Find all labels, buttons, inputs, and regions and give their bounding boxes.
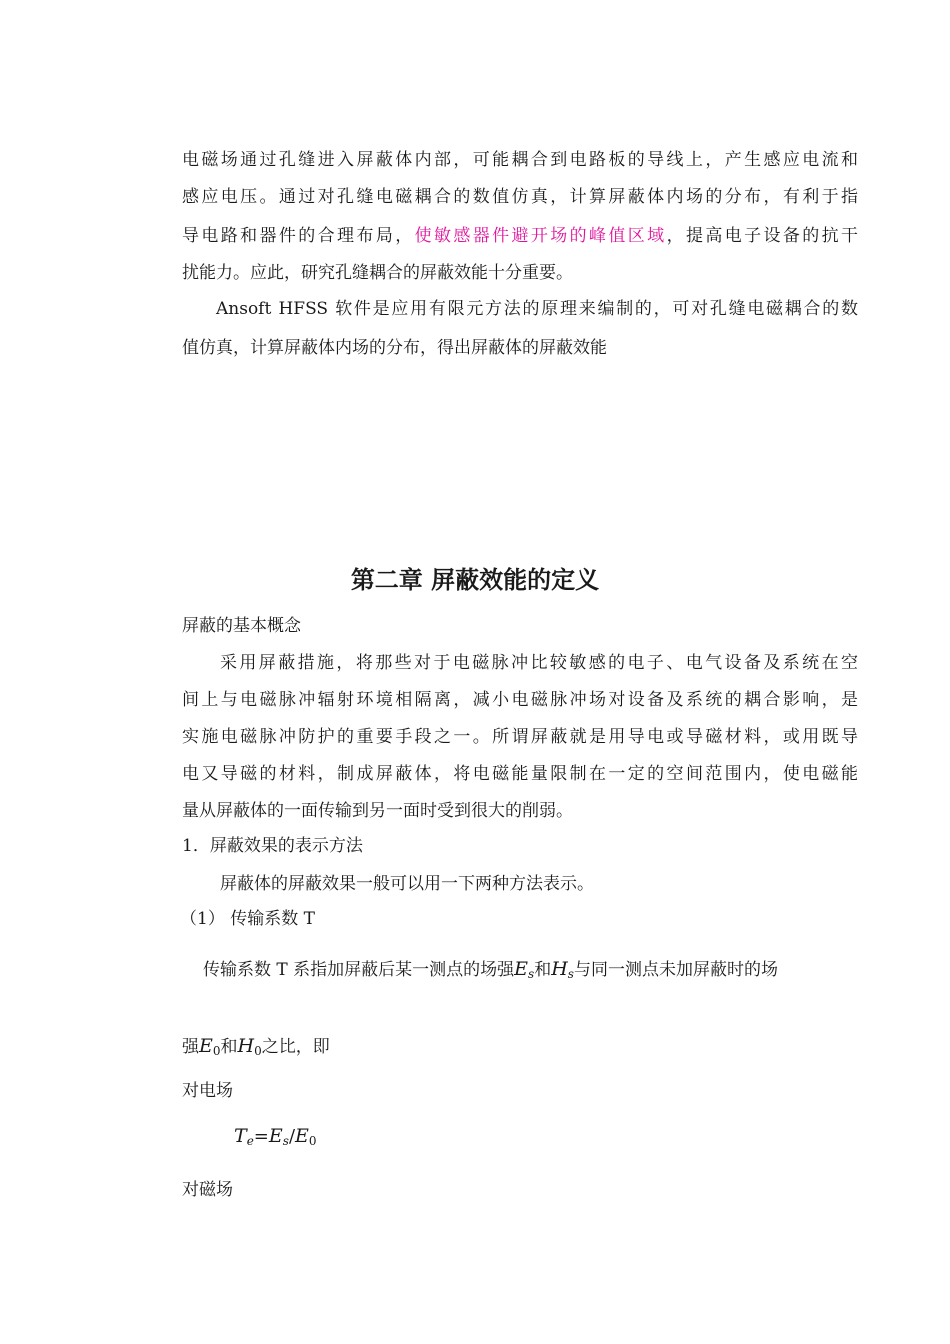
paragraph1-line3 <box>182 225 858 247</box>
symbol-Hs-subscript: s <box>567 967 574 981</box>
paragraph3-line3: 实施电磁脉冲防护的重要手段之一。所谓屏蔽就是用导电或导磁材料，或用既导 <box>182 727 858 747</box>
paragraph3-line1: 采用屏蔽措施，将那些对于电磁脉冲比较敏感的电子、电气设备及系统在空 <box>220 653 858 673</box>
symbol-H0: H <box>237 1035 255 1057</box>
paragraph2-line1: Ansoft HFSS 软件是应用有限元方法的原理来编制的，可对孔缝电磁耦合的数 <box>216 299 858 319</box>
formula-slash: / <box>288 1126 296 1147</box>
sub1-desc-part3: 强 <box>182 1037 199 1057</box>
sub1-desc-part2: 与同一测点未加屏蔽时的场 <box>573 960 778 980</box>
paragraph2-line2: 值仿真，计算屏蔽体内场的分布，得出屏蔽体的屏蔽效能 <box>182 338 607 358</box>
sub1-desc-part4: 之比，即 <box>261 1037 330 1057</box>
transmission-formula <box>234 1125 317 1149</box>
paragraph1-line1: 电磁场通过孔缝进入屏蔽体内部，可能耦合到电路板的导线上，产生感应电流和 <box>182 150 858 170</box>
paragraph3-line4: 电又导磁的材料，制成屏蔽体，将电磁能量限制在一定的空间范围内，使电磁能 <box>182 764 858 784</box>
formula-Es: E <box>268 1125 283 1147</box>
paragraph3-line5: 量从屏蔽体的一面传输到另一面时受到很大的削弱。 <box>182 801 573 821</box>
electric-field-label: 对电场 <box>182 1081 233 1101</box>
sub1-desc-part1: 传输系数 T 系指加屏蔽后某一测点的场强 <box>203 960 515 980</box>
conjunction-and-2: 和 <box>220 1037 238 1057</box>
chapter-title: 第二章 屏蔽效能的定义 <box>350 566 600 594</box>
paragraph1-line4: 扰能力。应此，研究孔缝耦合的屏蔽效能十分重要。 <box>182 263 573 283</box>
symbol-Es: E <box>514 958 529 980</box>
paragraph1-line3-start: 导电路和器件的合理布局， <box>182 226 415 246</box>
paragraph1-line3-end: ，提高电子设备的抗干 <box>666 226 859 246</box>
paragraph3-line2: 间上与电磁脉冲辐射环境相隔离，减小电磁脉冲场对设备及系统的耦合影响，是 <box>182 690 858 710</box>
formula-Es-subscript: s <box>282 1134 289 1148</box>
sub1-desc-line1 <box>203 958 778 982</box>
symbol-Es-subscript: s <box>528 967 535 981</box>
sub1-title: （1） 传输系数 T <box>180 909 315 929</box>
section-title: 屏蔽的基本概念 <box>182 616 301 636</box>
symbol-E0: E <box>199 1035 213 1057</box>
symbol-H0-subscript: 0 <box>254 1044 262 1058</box>
item1-title: 1．屏蔽效果的表示方法 <box>182 836 363 856</box>
highlighted-phrase: 使敏感器件避开场的峰值区域 <box>414 226 667 246</box>
formula-E0-subscript: 0 <box>308 1134 317 1148</box>
formula-T-subscript: e <box>246 1134 254 1148</box>
item1-intro: 屏蔽体的屏蔽效果一般可以用一下两种方法表示。 <box>220 874 594 894</box>
symbol-E0-subscript: 0 <box>212 1044 221 1058</box>
conjunction-and: 和 <box>534 960 552 980</box>
sub1-desc-line2 <box>182 1035 330 1059</box>
formula-T: T <box>234 1125 247 1147</box>
paragraph1-line2: 感应电压。通过对孔缝电磁耦合的数值仿真，计算屏蔽体内场的分布，有利于指 <box>182 187 858 207</box>
magnetic-field-label: 对磁场 <box>182 1180 233 1200</box>
symbol-Hs: H <box>551 958 568 980</box>
formula-equals: = <box>253 1126 269 1147</box>
formula-E0: E <box>295 1125 309 1147</box>
